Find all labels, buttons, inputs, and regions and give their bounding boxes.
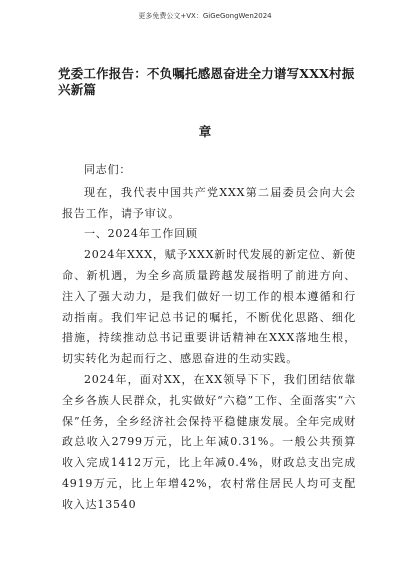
paragraph-opening: 现在，我代表中国共产党XXX第二届委员会向大会报告工作，请予审议。 <box>62 185 356 220</box>
watermark-text: 更多免费公文+VX：GiGeGongWen2024 <box>138 12 272 20</box>
section-heading: 一、2024年工作回顾 <box>84 227 198 241</box>
paragraph-review: 2024年XXX，赋予XXX新时代发展的新定位、新使命、新机遇，为全乡高质量跨越发展指明了前进方向、注入了强大动力，是我们做好一切工作的根本遵循和行动指南。我们牢记总书记的嘱托，不断优化思路、细化措施，持续推动总书记重要讲话精神在XXX落地生根，切实转化为起而行之、感恩奋进的生动实践。 <box>62 248 356 366</box>
document-title: 党委工作报告：不负嘱托感恩奋进全力谱写XXX村振兴新篇 <box>58 66 355 97</box>
document-body <box>62 160 356 516</box>
document-title-continuation: 章 <box>198 124 212 139</box>
paragraph-results: 2024年，面对XX，在XX领导下下，我们团结依靠全乡各族人民群众，扎实做好“六稳”工作、全面落实“六保”任务，全乡经济社会保持平稳健康发展。全年完成财政总收入2799万元，比上年减0.31%。一般公共预算收入完成1412万元，比上年减0.4%，财政总支出完成4919万元，比上年增42%，农村常住居民人均可支配收入达13540 <box>62 372 356 511</box>
salutation: 同志们： <box>84 163 132 176</box>
